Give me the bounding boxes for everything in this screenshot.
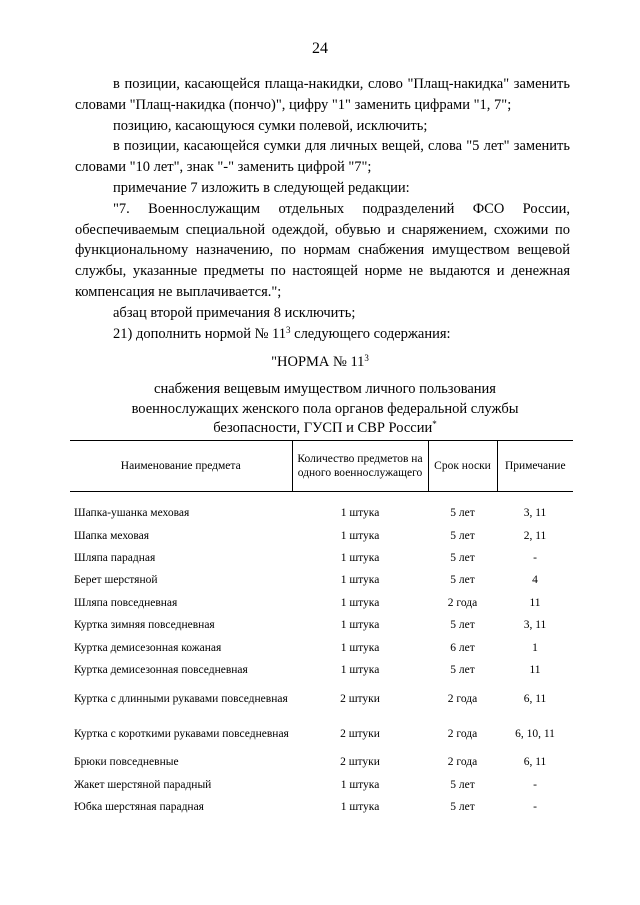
cell-term: 2 года	[447, 727, 478, 740]
amendment-text	[75, 74, 570, 344]
page-number: 24	[312, 40, 328, 57]
paragraph: в позиции, касающейся плаща-накидки, слово "Плащ-накидка" заменить словами "Плащ-накидка (пончо)", цифру "1" заменить цифрами "1, 7";	[75, 76, 570, 113]
norm-title-text: "НОРМА № 11	[271, 354, 365, 370]
cell-quantity: 1 штука	[340, 801, 380, 814]
table-row	[70, 502, 573, 524]
cell-name: Шляпа парадная	[74, 551, 156, 564]
cell-name: Брюки повседневные	[74, 756, 179, 769]
cell-name: Юбка шерстяная парадная	[74, 801, 204, 814]
cell-note: 11	[529, 663, 541, 676]
item21-text-end: следующего содержания:	[290, 325, 451, 342]
paragraph: в позиции, касающейся сумки для личных вещей, слова "5 лет" заменить словами "10 лет", знак "-" заменить цифрой "7";	[75, 138, 570, 176]
cell-quantity: 2 штуки	[340, 756, 380, 769]
table-row	[70, 659, 573, 681]
superscript: 3	[286, 324, 291, 335]
cell-note: 2, 11	[523, 529, 547, 542]
table-header-row	[70, 441, 573, 492]
norm-title	[0, 352, 640, 372]
table-row	[70, 716, 573, 751]
cell-term: 6 лет	[450, 641, 475, 654]
table-row	[70, 592, 573, 614]
table-row	[70, 524, 573, 546]
cell-name: Шапка меховая	[74, 529, 150, 542]
table-row	[70, 547, 573, 569]
header-note: Примечание	[497, 441, 573, 492]
cell-term: 2 года	[447, 756, 478, 769]
cell-quantity: 1 штука	[340, 507, 380, 520]
cell-quantity: 1 штука	[340, 574, 380, 587]
cell-term: 5 лет	[450, 778, 475, 791]
header-quantity: Количество предметов на одного военнослужащего	[292, 441, 428, 492]
cell-quantity: 1 штука	[340, 529, 380, 542]
cell-name: Куртка с длинными рукавами повседневная	[74, 692, 288, 705]
paragraph-item-21	[75, 324, 570, 345]
cell-quantity: 2 штуки	[340, 692, 380, 705]
cell-note: 6, 11	[523, 756, 547, 769]
cell-note: 3, 11	[523, 619, 547, 632]
cell-note: 11	[529, 596, 541, 609]
item21-text: 21) дополнить нормой № 11	[113, 325, 287, 342]
cell-term: 5 лет	[450, 801, 475, 814]
table-row	[70, 569, 573, 591]
table-row	[70, 681, 573, 716]
superscript: 3	[364, 353, 369, 363]
cell-term: 5 лет	[450, 551, 475, 564]
cell-term: 5 лет	[450, 507, 475, 520]
cell-term: 5 лет	[450, 619, 475, 632]
cell-note: 6, 10, 11	[515, 727, 555, 740]
cell-name: Шляпа повседневная	[74, 596, 178, 609]
cell-name: Куртка демисезонная повседневная	[74, 663, 248, 676]
cell-name: Куртка с короткими рукавами повседневная	[74, 727, 289, 740]
paragraph: позицию, касающуюся сумки полевой, исключить;	[113, 117, 428, 134]
cell-note: -	[533, 551, 537, 564]
cell-term: 5 лет	[450, 529, 475, 542]
cell-quantity: 1 штука	[340, 596, 380, 609]
cell-name: Шапка-ушанка меховая	[74, 507, 190, 520]
cell-name: Берет шерстяной	[74, 574, 158, 587]
cell-quantity: 2 штуки	[340, 727, 380, 740]
cell-quantity: 1 штука	[340, 619, 380, 632]
cell-name: Куртка зимняя повседневная	[74, 619, 215, 632]
table-row	[70, 614, 573, 636]
cell-term: 5 лет	[450, 574, 475, 587]
paragraph: примечание 7 изложить в следующей редакции:	[113, 179, 410, 196]
cell-term: 2 года	[447, 692, 478, 705]
norm-subtitle-text: снабжения вещевым имуществом личного пользования военнослужащих женского пола органов федеральной службы безопасности, ГУСП и СВР России	[131, 381, 519, 436]
cell-note: 3, 11	[523, 507, 547, 520]
cell-quantity: 1 штука	[340, 663, 380, 676]
footnote-mark: *	[432, 419, 437, 429]
cell-note: -	[533, 778, 537, 791]
cell-note: -	[533, 801, 537, 814]
norm-table	[70, 440, 573, 818]
table-row	[70, 774, 573, 796]
table-row	[70, 796, 573, 818]
header-term: Срок носки	[428, 441, 497, 492]
paragraph: абзац второй примечания 8 исключить;	[113, 304, 356, 321]
cell-note: 1	[532, 641, 538, 654]
table-row	[70, 751, 573, 773]
cell-quantity: 1 штука	[340, 641, 380, 654]
table-row	[70, 636, 573, 658]
cell-note: 4	[532, 574, 538, 587]
cell-quantity: 1 штука	[340, 778, 380, 791]
cell-term: 2 года	[447, 596, 478, 609]
norm-subtitle	[110, 380, 540, 439]
cell-note: 6, 11	[523, 692, 547, 705]
cell-name: Куртка демисезонная кожаная	[74, 641, 222, 654]
cell-name: Жакет шерстяной парадный	[74, 778, 212, 791]
paragraph: "7. Военнослужащим отдельных подразделений ФСО России, обеспечиваемым специальной одеждой, обувью и снаряжением, схожими по функциональному назначению, по нормам снабжения имуществом вещевой службы, указанные предметы по настоящей норме не выдаются и денежная компенсация не выплачивается.";	[75, 200, 570, 300]
header-name: Наименование предмета	[70, 441, 292, 492]
cell-term: 5 лет	[450, 663, 475, 676]
cell-quantity: 1 штука	[340, 551, 380, 564]
